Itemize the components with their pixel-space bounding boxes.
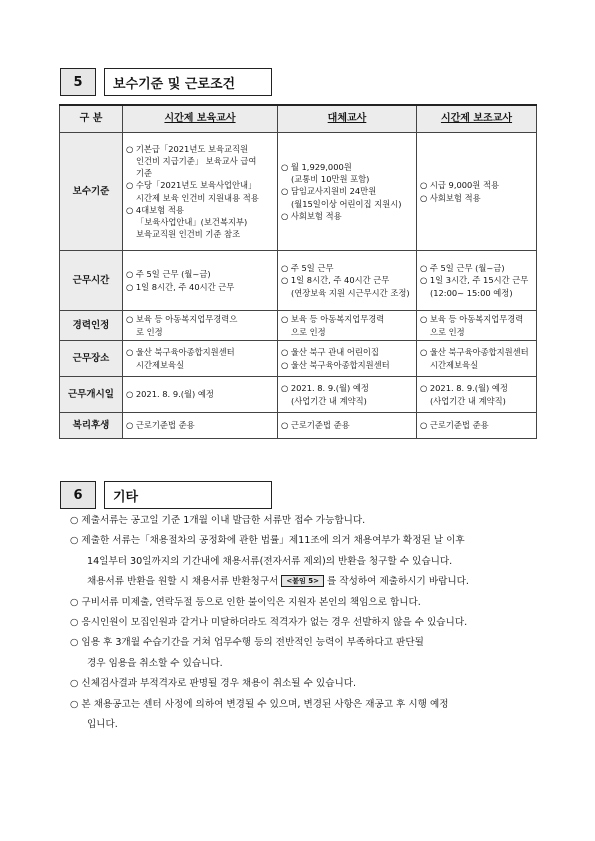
note-item: ○ 임용 후 3개월 수습기간을 거쳐 업무수행 등의 전반적인 능력이 부족하다고 판단될	[70, 637, 424, 649]
table-row	[60, 311, 537, 341]
table-row	[60, 341, 537, 377]
cell-line: (월15일이상 어린이집 지원시)	[291, 198, 402, 209]
cell-line: (교통비 10만원 포함)	[291, 174, 370, 185]
table-cell	[123, 251, 278, 311]
section-title: 기타	[104, 481, 272, 509]
header-part-time-assistant: 시간제 보조교사	[417, 105, 537, 133]
notes-list	[70, 511, 550, 735]
note-item: ○ 제출서류는 공고일 기준 1개월 이내 발급한 서류만 접수 가능합니다.	[70, 515, 366, 526]
cell-line: ○ 주 5일 근무 (월~금)	[126, 269, 211, 280]
cell-line: ○ 사회보험 적용	[420, 192, 481, 203]
table-cell	[123, 311, 278, 341]
cell-line: ○ 1일 8시간, 주 40시간 근무	[281, 275, 390, 286]
attachment-tag: <붙임 5>	[281, 575, 324, 587]
cell-line: 으로 인정	[430, 326, 465, 337]
header-part-time-teacher: 시간제 보육교사	[123, 105, 278, 133]
table-cell	[278, 341, 417, 377]
cell-line: 으로 인정	[291, 326, 326, 337]
table-row	[60, 413, 537, 439]
cell-line: ○ 시급 9,000원 적용	[420, 180, 499, 191]
header-category: 구 분	[60, 105, 123, 133]
section-6-header	[60, 481, 272, 509]
cell-line: ○ 담임교사지원비 24만원	[281, 186, 377, 197]
cell-line: ○ 기본급「2021년도 보육교직원	[126, 144, 249, 155]
table-row	[60, 133, 537, 251]
table-cell	[278, 311, 417, 341]
cell-line: 인건비 지급기준」 보육교사 급여	[136, 156, 257, 167]
note-continuation: 경우 임용을 취소할 수 있습니다.	[87, 657, 223, 669]
conditions-table	[59, 104, 537, 439]
row-label: 근무장소	[60, 341, 123, 377]
cell-line: ○ 보육 등 아동복지업무경력으	[126, 314, 238, 325]
cell-line: ○ 보육 등 아동복지업무경력	[281, 314, 385, 325]
cell-line: 로 인정	[136, 326, 163, 337]
cell-line: ○ 월 1,929,000원	[281, 162, 352, 173]
header-substitute-teacher: 대체교사	[278, 105, 417, 133]
cell-line: ○ 2021. 8. 9.(월) 예정	[281, 383, 369, 394]
cell-line: ○ 울산 북구 관내 어린이집	[281, 347, 379, 358]
table-cell	[278, 377, 417, 413]
note-item: ○ 본 채용공고는 센터 사정에 의하여 변경될 수 있으며, 변경된 사항은 재공고 후 시행 예정	[70, 698, 449, 710]
table-cell	[123, 133, 278, 251]
table-cell	[123, 341, 278, 377]
row-label: 보수기준	[60, 133, 123, 251]
cell-line: (연장보육 지원 시근무시간 조정)	[291, 287, 410, 298]
row-label: 근무시간	[60, 251, 123, 311]
cell-line: ○ 근로기준법 준용	[126, 420, 195, 431]
cell-line: ○ 근로기준법 준용	[281, 420, 350, 431]
cell-line: 시간제보육실	[430, 359, 479, 370]
table-row	[60, 377, 537, 413]
note-item: ○ 제출한 서류는「채용절차의 공정화에 관한 법률」제11조에 의거 채용여부가 확정된 날 이후	[70, 535, 465, 547]
cell-line: ○ 1일 3시간, 주 15시간 근무	[420, 275, 529, 286]
cell-line: ○ 2021. 8. 9.(월) 예정	[420, 383, 508, 394]
cell-line: ○ 보육 등 아동복지업무경력	[420, 314, 524, 325]
note-item: ○ 신체검사결과 부적격자로 판명될 경우 채용이 취소될 수 있습니다.	[70, 678, 357, 690]
cell-line: ○ 주 5일 근무 (월~금)	[420, 263, 505, 274]
cell-line: (사업기간 내 계약직)	[291, 395, 367, 406]
cell-line: 시간제 보육 인건비 지원내용 적용	[136, 192, 259, 203]
section-number: 6	[60, 481, 96, 509]
cell-line: ○ 사회보험 적용	[281, 210, 342, 221]
section-number: 5	[60, 68, 96, 96]
table-cell	[417, 251, 537, 311]
cell-line: ○ 4대보험 적용	[126, 204, 184, 215]
return-request-line: 채용서류 반환을 원할 시 채용서류 반환청구서 <붙임 5> 를 작성하여 제출하시기 바랍니다.	[87, 576, 469, 588]
table-cell	[278, 251, 417, 311]
row-label: 근무개시일	[60, 377, 123, 413]
section-5-header	[60, 68, 272, 96]
table-cell	[417, 413, 537, 439]
table-cell	[123, 413, 278, 439]
section-title: 보수기준 및 근로조건	[104, 68, 272, 96]
cell-line: ○ 2021. 8. 9.(월) 예정	[126, 389, 214, 400]
note-continuation: 입니다.	[87, 719, 118, 731]
note-item: ○ 응시인원이 모집인원과 같거나 미달하더라도 적격자가 없는 경우 선발하지 않을 수 있습니다.	[70, 617, 468, 629]
cell-line: 기준	[136, 168, 153, 179]
table-cell	[123, 377, 278, 413]
cell-line: (12:00~ 15:00 예정)	[430, 287, 513, 298]
note-continuation: 14일부터 30일까지의 기간내에 채용서류(전자서류 제외)의 반환을 청구할 수 있습니다.	[87, 555, 453, 567]
cell-line: ○ 수당「2021년도 보육사업안내」	[126, 180, 257, 191]
cell-line: ○ 근로기준법 준용	[420, 420, 489, 431]
table-cell	[417, 311, 537, 341]
cell-line: 시간제보육실	[136, 359, 185, 370]
table-header-row	[60, 105, 537, 133]
cell-line: ○ 울산 북구육아종합지원센터	[126, 347, 235, 358]
note-item: ○ 구비서류 미제출, 연락두절 등으로 인한 불이익은 지원자 본인의 책임으로 합니다.	[70, 596, 421, 608]
cell-line: ○ 주 5일 근무	[281, 263, 334, 274]
cell-line: ○ 1일 8시간, 주 40시간 근무	[126, 281, 235, 292]
cell-line: (사업기간 내 계약직)	[430, 395, 506, 406]
cell-line: 「보육사업안내」(보건복지부)	[136, 216, 248, 227]
table-cell	[278, 133, 417, 251]
table-cell	[417, 377, 537, 413]
cell-line: 보육교직원 인건비 기준 참조	[136, 228, 241, 239]
cell-line: ○ 울산 북구육아종합지원센터	[420, 347, 529, 358]
table-cell	[417, 133, 537, 251]
cell-line: ○ 울산 북구육아종합지원센터	[281, 359, 390, 370]
table-cell	[278, 413, 417, 439]
row-label: 복리후생	[60, 413, 123, 439]
row-label: 경력인정	[60, 311, 123, 341]
table-cell	[417, 341, 537, 377]
table-row	[60, 251, 537, 311]
